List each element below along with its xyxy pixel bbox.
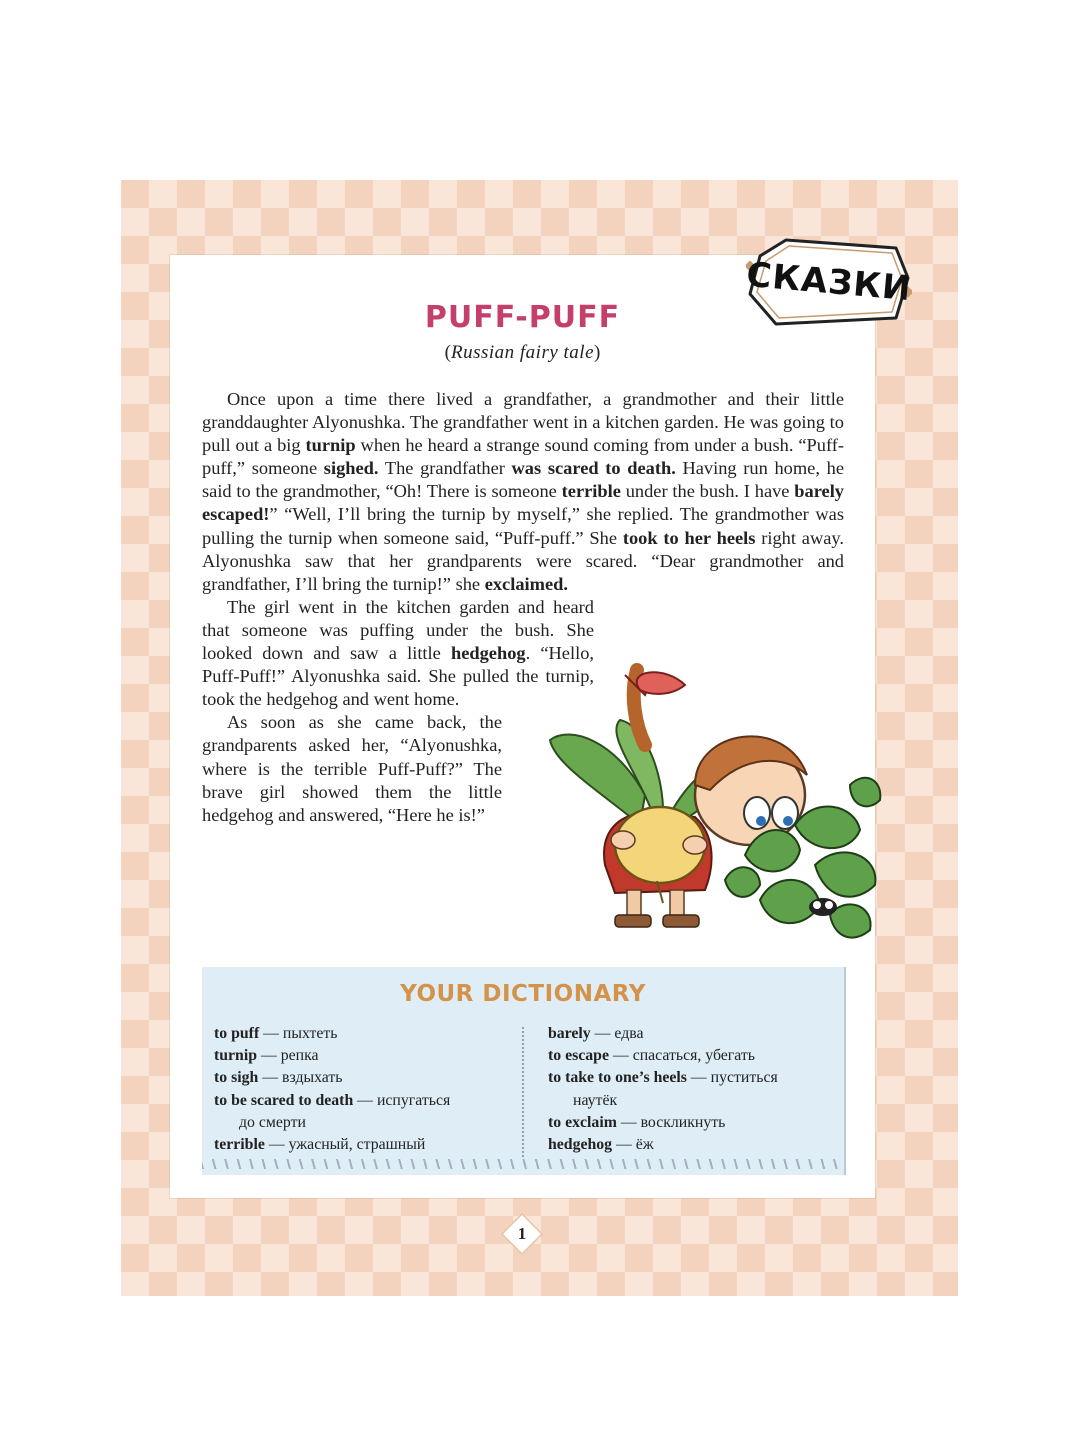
dictionary-term: to exclaim bbox=[548, 1113, 617, 1131]
dictionary-definition: ужасный, страшный bbox=[288, 1136, 426, 1154]
dictionary-term: to escape bbox=[548, 1047, 609, 1065]
dictionary-title: YOUR DICTIONARY bbox=[400, 981, 646, 1007]
story-vocab-word: exclaimed. bbox=[484, 573, 568, 594]
dictionary-dash: — bbox=[590, 1025, 615, 1042]
subtitle-paren-open: ( bbox=[444, 342, 451, 363]
illustration-drawing bbox=[545, 645, 885, 945]
story-text-segment: ” “Well, I’ll bring the turnip by myself,” she replied. The grandmother was pulling the turnip when someone said, “Puff-puff.” She bbox=[202, 504, 844, 548]
story-vocab-word: took to her heels bbox=[622, 527, 756, 548]
dictionary-term: to sigh bbox=[214, 1069, 259, 1087]
girl-turnip-illustration bbox=[545, 645, 885, 945]
story-paragraph-2 bbox=[202, 596, 594, 711]
dictionary-entry bbox=[548, 1045, 838, 1067]
story-text-segment: when he heard a strange sound coming from under a bush. “Puff-puff,” someone bbox=[202, 435, 844, 479]
dictionary-definition: ёж bbox=[635, 1136, 654, 1154]
dictionary-dash: — bbox=[616, 1113, 641, 1131]
dictionary-entry bbox=[214, 1134, 514, 1156]
story-text-segment: under the bush. I have bbox=[620, 481, 795, 502]
dictionary-definition: вздыхать bbox=[282, 1069, 343, 1087]
dictionary-column-right bbox=[548, 1023, 838, 1156]
dictionary-entry bbox=[548, 1067, 838, 1111]
dictionary-dash: — bbox=[353, 1091, 377, 1109]
dictionary-term: hedgehog bbox=[548, 1136, 613, 1154]
dictionary-definition: пыхтеть bbox=[282, 1025, 338, 1042]
dictionary-term: barely bbox=[548, 1025, 591, 1042]
story-vocab-word: terrible bbox=[561, 481, 621, 502]
page-number: 1 bbox=[517, 1224, 527, 1243]
story-vocab-word: turnip bbox=[305, 435, 356, 456]
dictionary-definition: испугаться bbox=[376, 1091, 451, 1109]
story-paragraph-1 bbox=[202, 388, 844, 596]
dictionary-definition: едва bbox=[614, 1025, 644, 1042]
subtitle-text: Russian fairy tale bbox=[450, 342, 595, 363]
dictionary-dash: — bbox=[259, 1025, 283, 1042]
dictionary-definition: пуститься bbox=[710, 1069, 778, 1087]
story-vocab-word: was scared to death. bbox=[511, 458, 676, 479]
dictionary-box bbox=[202, 967, 846, 1175]
story-paragraph-3 bbox=[202, 711, 502, 826]
dictionary-term: terrible bbox=[214, 1136, 265, 1154]
page-subtitle bbox=[170, 342, 875, 364]
dictionary-term: to take to one’s heels bbox=[548, 1069, 687, 1087]
story-vocab-word: barely escaped! bbox=[202, 481, 845, 525]
page-number-badge bbox=[500, 1212, 544, 1256]
story-vocab-word: hedgehog bbox=[450, 643, 526, 664]
dictionary-entry bbox=[214, 1023, 514, 1045]
dictionary-definition: спасаться, убегать bbox=[632, 1047, 755, 1065]
story-text-segment: The grandfather bbox=[378, 458, 512, 479]
dictionary-term: to puff bbox=[214, 1025, 260, 1042]
dictionary-definition: репка bbox=[280, 1047, 319, 1065]
story-text-segment: . “Hello, Puff-Puff!” Alyonushka said. She pulled the turnip, took the hedgehog and went home. bbox=[202, 643, 594, 710]
dictionary-dash: — bbox=[264, 1136, 289, 1154]
dictionary-dash: — bbox=[608, 1047, 633, 1065]
dictionary-dash: — bbox=[257, 1047, 281, 1065]
dictionary-entry bbox=[214, 1045, 514, 1067]
dictionary-entry bbox=[214, 1067, 514, 1089]
tag-label: СКАЗКИ bbox=[744, 254, 914, 310]
dictionary-term: to be scared to death bbox=[214, 1091, 354, 1109]
dictionary-entry bbox=[548, 1134, 838, 1156]
page-title: PUFF-PUFF bbox=[424, 300, 621, 335]
dictionary-definition-continued: наутёк bbox=[573, 1091, 618, 1109]
story-text-segment: right away. Alyonushka saw that her grandparents were scared. “Dear grandmother and grandfather, I’ll bring the turnip!” she bbox=[202, 527, 844, 594]
dictionary-column-left bbox=[214, 1023, 514, 1156]
story-text-segment: Having run home, he said to the grandmother, “Oh! There is someone bbox=[202, 458, 844, 502]
story-vocab-word: sighed. bbox=[323, 458, 379, 479]
dictionary-term: turnip bbox=[214, 1047, 258, 1065]
story-text-segment: Once upon a time there lived a grandfather, a grandmother and their little granddaughter Alyonushka. The grandfather went in a kitchen garden. He was going to pull out a big bbox=[202, 389, 844, 456]
dictionary-dash: — bbox=[258, 1069, 283, 1087]
dictionary-dash: — bbox=[612, 1136, 636, 1154]
dictionary-dash: — bbox=[686, 1069, 711, 1087]
dictionary-entry bbox=[214, 1090, 514, 1134]
dictionary-divider bbox=[522, 1027, 524, 1157]
dictionary-entry bbox=[548, 1112, 838, 1134]
dictionary-definition: воскликнуть bbox=[640, 1113, 726, 1131]
story-text-segment: As soon as she came back, the grandparents asked her, “Alyonushka, where is the terrible Puff-Puff?” The brave girl showed them the little hedgehog and answered, “Here he is!” bbox=[202, 712, 502, 825]
dictionary-bottom-ticks bbox=[202, 1159, 844, 1169]
dictionary-entry bbox=[548, 1023, 838, 1045]
dictionary-definition-continued: до смерти bbox=[239, 1113, 306, 1131]
subtitle-paren-close: ) bbox=[594, 342, 601, 363]
story-text-segment: The girl went in the kitchen garden and heard that someone was puffing under the bush. She looked down and saw a little bbox=[202, 596, 594, 664]
